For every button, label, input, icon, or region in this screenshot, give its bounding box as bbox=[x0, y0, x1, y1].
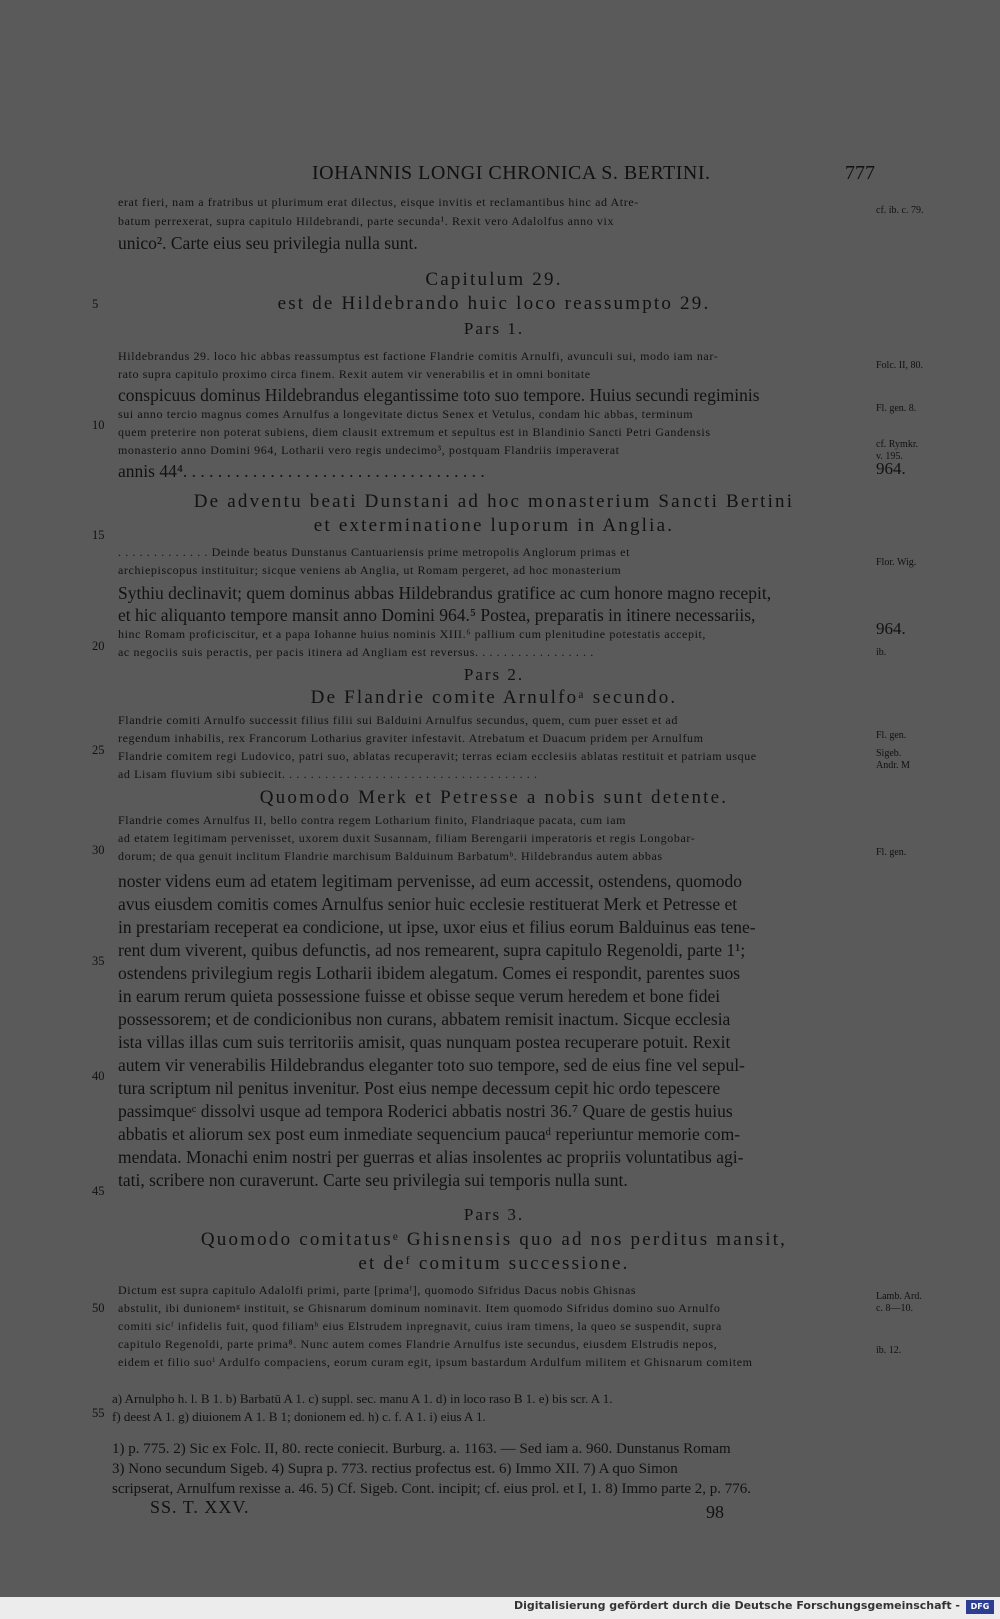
text-line: quem preterire non poterat subiens, diem clausit extremum et sepultus est in Blandinio Sancti Petri Gandensis bbox=[118, 425, 711, 439]
chapter-subheading: est de Hildebrando huic loco reassumpto 29. bbox=[277, 293, 711, 314]
text-line: Sythiu declinavit; quem dominus abbas Hildebrandus gratifice ac cum honore magno recepit, bbox=[118, 583, 772, 603]
line-number: 25 bbox=[92, 743, 105, 757]
margin-note: Sigeb. bbox=[876, 748, 902, 759]
margin-note: Fl. gen. bbox=[876, 730, 907, 741]
chapter-heading: Capitulum 29. bbox=[425, 269, 563, 290]
part-heading: Pars 3. bbox=[463, 1205, 525, 1224]
text-line: avus eiusdem comitis comes Arnulfus senior huic ecclesie restituerat Merk et Petresse et bbox=[118, 894, 738, 914]
margin-note: v. 195. bbox=[876, 451, 903, 462]
text-line: rent dum viverent, quibus defunctis, ad nos remearent, supra capitulo Regenoldi, parte 1¹; bbox=[118, 940, 746, 960]
margin-note: ib. bbox=[876, 647, 887, 658]
text-line: in earum rerum quieta possessione fuisse et obisse seque verum heredem et bone fidei bbox=[118, 986, 721, 1006]
text-line: . . . . . . . . . . . . . Deinde beatus Dunstanus Cantuariensis prime metropolis Anglorum primas et bbox=[118, 545, 631, 559]
line-number: 15 bbox=[92, 528, 105, 542]
line-number: 55 bbox=[92, 1406, 105, 1420]
text-line: ad etatem legitimam pervenisset, uxorem duxit Susannam, filiam Berengarii imperatoris et regis Longobar- bbox=[118, 831, 696, 845]
text-line: Flandrie comes Arnulfus II, bello contra regem Lotharium finito, Flandriaque pacata, cum iam bbox=[118, 813, 627, 827]
variant-note: a) Arnulpho h. l. B 1. b) Barbatū A 1. c) suppl. sec. manu A 1. d) in loco raso B 1. e) bis scr. A 1. bbox=[112, 1391, 613, 1406]
page-header bbox=[0, 162, 1000, 188]
text-line: mendata. Monachi enim nostri per guerras et alias insolentes ac propriis voluntatibus agi- bbox=[118, 1147, 744, 1167]
section-heading: De adventu beati Dunstani ad hoc monasterium Sancti Bertini bbox=[193, 491, 795, 512]
text-line: archiepiscopus instituitur; sicque veniens ab Anglia, ut Romam pergeret, ad hoc monasterium bbox=[118, 563, 622, 577]
text-line: unico². Carte eius seu privilegia nulla sunt. bbox=[118, 233, 418, 253]
margin-note: Fl. gen. 8. bbox=[876, 403, 917, 414]
footnote: scripserat, Arnulfum rexisse a. 46. 5) Cf. Sigeb. Cont. incipit; cf. eius prol. et I, 1. 8) Immo parte 2, p. 776. bbox=[112, 1481, 752, 1497]
margin-note: ib. 12. bbox=[876, 1345, 902, 1356]
text-line: eidem et filio suoⁱ Ardulfo compaciens, eorum curam egit, ipsum bastardum Ardulfum militem et Ghisnarum comitem bbox=[118, 1355, 753, 1369]
section-heading: et deᶠ comitum successione. bbox=[358, 1253, 630, 1274]
text-line: in prestariam receperat ea condicione, ut ipse, uxor eius et filius eorum Balduinus eas tene- bbox=[118, 917, 756, 937]
margin-note: Andr. M bbox=[876, 760, 910, 771]
text-line: sui anno tercio magnus comes Arnulfus a longevitate dictus Senex et Vetulus, condam hic abbas, terminum bbox=[118, 407, 694, 421]
text-line: ad Lisam fluvium sibi subiecit. . . . . . . . . . . . . . . . . . . . . . . . . . . . . . . . . . . . bbox=[118, 767, 538, 781]
line-number: 10 bbox=[92, 418, 105, 432]
margin-note: Fl. gen. bbox=[876, 847, 907, 858]
text-line: tati, scribere non curaverunt. Carte seu privilegia sui temporis nulla sunt. bbox=[118, 1170, 628, 1190]
line-number: 30 bbox=[92, 843, 105, 857]
digitization-footer bbox=[0, 1597, 1000, 1619]
section-heading: De Flandrie comite Arnulfoᵃ secundo. bbox=[310, 687, 678, 708]
footnote: 3) Nono secundum Sigeb. 4) Supra p. 773. rectius profectus est. 6) Immo XII. 7) A quo Simon bbox=[112, 1461, 678, 1477]
margin-note: Folc. II, 80. bbox=[876, 360, 923, 371]
margin-note: Flor. Wig. bbox=[876, 557, 917, 568]
section-heading: Quomodo Merk et Petresse a nobis sunt detente. bbox=[259, 787, 729, 808]
part-heading: Pars 2. bbox=[463, 665, 525, 684]
section-heading: Quomodo comitatusᵉ Ghisnensis quo ad nos perditus mansit, bbox=[200, 1229, 788, 1250]
margin-note: c. 8—10. bbox=[876, 1303, 913, 1314]
text-line: monasterio anno Domini 964, Lotharii vero regis undecimo³, postquam Flandriis imperaverat bbox=[118, 443, 620, 457]
text-line: conspicuus dominus Hildebrandus elegantissime toto suo tempore. Huius secundi regiminis bbox=[118, 385, 760, 405]
text-line: Hildebrandus 29. loco hic abbas reassumptus est factione Flandrie comitis Arnulfi, avunculi sui, modo iam nar- bbox=[118, 349, 719, 363]
margin-year: 964. bbox=[876, 459, 906, 478]
text-line: hinc Romam proficiscitur, et a papa Iohanne huius nominis XIII.⁶ pallium cum plenitudine potestatis accepit, bbox=[118, 627, 707, 641]
dfg-logo-icon: DFG bbox=[966, 1600, 994, 1614]
margin-year: 964. bbox=[876, 619, 906, 638]
line-number: 5 bbox=[92, 297, 99, 311]
text-line: Flandrie comitem regi Ludovico, patri suo, ablatas recuperavit; terras eciam ecclesiis ablatas restituit et patriam usque bbox=[118, 749, 757, 763]
text-line: annis 44⁴. . . . . . . . . . . . . . . . . . . . . . . . . . . . . . . . . . . bbox=[118, 461, 485, 481]
text-line: capitulo Regenoldi, parte prima⁸. Nunc autem comes Flandrie Arnulfus iste secundus, eiusdem Elstrudis nepos, bbox=[118, 1337, 718, 1351]
text-line: ac negociis suis peractis, per pacis itinera ad Angliam est reversus. . . . . . . . . . . . . . . . . bbox=[118, 645, 594, 659]
line-number: 45 bbox=[92, 1184, 105, 1198]
text-line: Flandrie comiti Arnulfo successit filius filii sui Balduini Arnulfus secundus, quem, cum puer esset et ad bbox=[118, 713, 678, 727]
page-number: 777 bbox=[845, 162, 875, 184]
running-title: IOHANNIS LONGI CHRONICA S. BERTINI. bbox=[312, 162, 711, 184]
variant-note: f) deest A 1. g) diuionem A 1. B 1; donionem ed. h) c. f. A 1. i) eius A 1. bbox=[112, 1409, 486, 1424]
text-line: abbatis et aliorum sex post eum inmediate sequencium paucaᵈ reperiuntur memorie com- bbox=[118, 1124, 741, 1144]
text-line: erat fieri, nam a fratribus ut plurimum erat dilectus, eisque invitis et reclamantibus hinc ad Atre- bbox=[118, 195, 639, 209]
section-heading: et exterminatione luporum in Anglia. bbox=[313, 515, 675, 536]
text-line: dorum; de qua genuit inclitum Flandrie marchisum Balduinum Barbatumᵇ. Hildebrandus autem abbas bbox=[118, 849, 663, 863]
line-number: 35 bbox=[92, 954, 105, 968]
text-line: ostendens privilegium regis Lotharii ibidem alegatum. Comes ei respondit, parentes suos bbox=[118, 963, 741, 983]
sheet-number: 98 bbox=[706, 1502, 724, 1522]
text-line: passimqueᶜ dissolvi usque ad tempora Roderici abbatis nostri 36.⁷ Quare de gestis huius bbox=[118, 1101, 733, 1121]
funding-credit: Digitalisierung gefördert durch die Deutsche Forschungsgemeinschaft - bbox=[513, 1599, 960, 1612]
margin-note: cf. Rymkr. bbox=[876, 439, 919, 450]
text-line: batum perrexerat, supra capitulo Hildebrandi, parte secunda¹. Rexit vero Adalolfus anno vix bbox=[118, 214, 615, 228]
part-heading: Pars 1. bbox=[463, 319, 525, 338]
text-line: ista villas illas cum suis territoriis amisit, quas nunquam postea recuperare potuit. Rexit bbox=[118, 1032, 731, 1052]
text-line: autem vir venerabilis Hildebrandus eleganter toto suo tempore, sed de eius fine vel sepul- bbox=[118, 1055, 745, 1075]
text-line: noster videns eum ad etatem legitimam pervenisse, ad eum accessit, ostendens, quomodo bbox=[118, 871, 743, 891]
text-line: tura scriptum nil penitus invenitur. Post eius nempe decessum cepit hic ordo tepescere bbox=[118, 1078, 721, 1098]
text-line: rato supra capitulo proximo circa finem. Rexit autem vir venerabilis et in omni bonitate bbox=[118, 367, 591, 381]
text-line: Dictum est supra capitulo Adalolfi primi, parte [primaᶠ], quomodo Sifridus Dacus nobis Ghisnas bbox=[118, 1283, 637, 1297]
text-line: abstulit, ibi dunionemᵍ instituit, se Ghisnarum dominum nominavit. Item quomodo Sifridus domino suo Arnulfo bbox=[118, 1301, 721, 1315]
text-line: comiti sicᶠ infidelis fuit, quod filiamʰ eius Elstrudem inpregnavit, cuius iram timens, la queo se suspendit, supra bbox=[118, 1319, 722, 1333]
line-number: 40 bbox=[92, 1069, 105, 1083]
text-line: possessorem; et de condicionibus non curans, abbatem remisit inactum. Sicque ecclesia bbox=[118, 1009, 731, 1029]
signature-mark: SS. T. XXV. bbox=[150, 1497, 250, 1517]
line-number: 50 bbox=[92, 1301, 105, 1315]
line-number: 20 bbox=[92, 639, 105, 653]
margin-note: cf. ib. c. 79. bbox=[876, 205, 924, 216]
margin-note: Lamb. Ard. bbox=[876, 1291, 922, 1302]
footnote: 1) p. 775. 2) Sic ex Folc. II, 80. recte coniecit. Burburg. a. 1163. — Sed iam a. 960. Dunstanus Romam bbox=[112, 1441, 731, 1457]
text-line: et hic aliquanto tempore mansit anno Domini 964.⁵ Postea, preparatis in itinere necessariis, bbox=[118, 605, 756, 625]
text-line: regendum inhabilis, rex Francorum Lotharius graviter infestavit. Atrebatum et Duacum pridem per Arnulfum bbox=[118, 731, 704, 745]
